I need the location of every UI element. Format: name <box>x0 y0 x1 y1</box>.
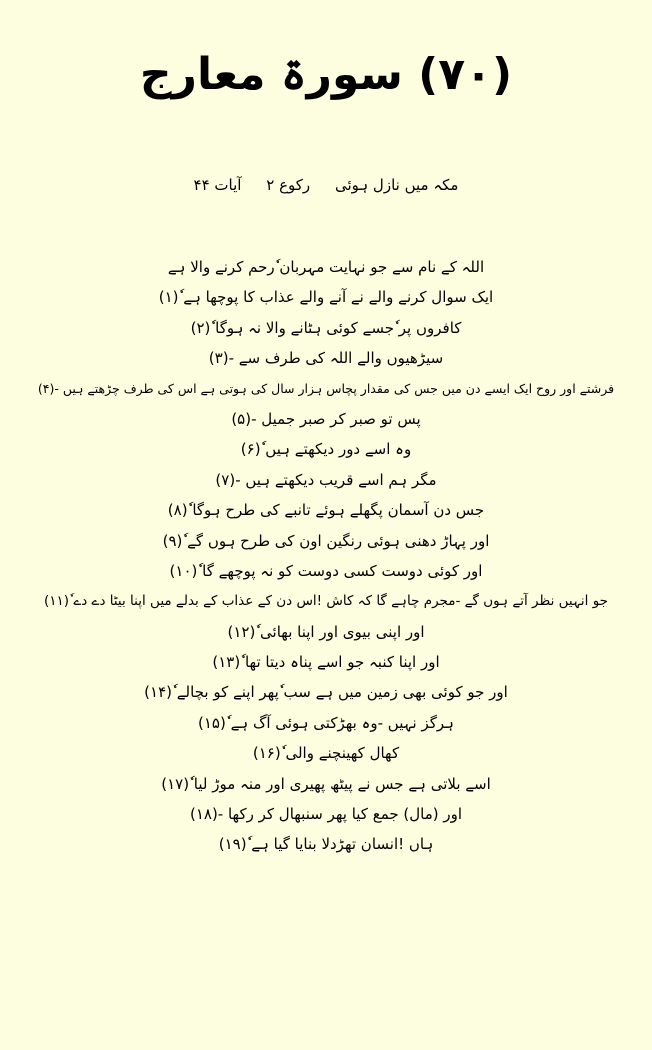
surah-title: (۷۰) سورۃ معارج <box>139 49 513 100</box>
verse-9: اور پہاڑ دھنی ہوئی رنگین اون کی طرح ہوں گے ٗ(۹) <box>162 531 490 550</box>
verse-2: کافروں پر ٗجسے کوئی ہٹانے والا نہ ہوگا ٗ(۲) <box>190 318 462 337</box>
verse-19: ہاں !انسان تھڑدلا بنایا گیا ہے ٗ(۱۹) <box>218 835 434 854</box>
verse-7: مگر ہم اسے قریب دیکھتے ہیں -(۷) <box>215 470 437 489</box>
verse-11: جو انہیں نظر آتے ہوں گے -مجرم چاہے گا کہ کاش !اس دن کے عذاب کے بدلے میں اپنا بیٹا دے دے ٗ(۱۱) <box>43 593 609 610</box>
verse-13: اور اپنا کنبہ جو اسے پناہ دیتا تھا ٗ(۱۳) <box>212 653 440 672</box>
verse-3: سیڑھیوں والے اللہ کی طرف سے -(۳) <box>208 349 444 368</box>
verse-18: اور (مال) جمع کیا پھر سنبھال کر رکھا -(۱۸) <box>189 805 463 824</box>
verse-4: فرشتے اور روح ایک ایسے دن میں جس کی مقدار پچاس ہزار سال کی ہوتی ہے اس کی طرف چڑھتے ہیں -(۴) <box>37 380 615 396</box>
ruku-count: رکوع ۲ <box>266 176 311 194</box>
verse-8: جس دن آسمان پگھلے ہوئے تانبے کی طرح ہوگا ٗ(۸) <box>167 501 485 520</box>
verse-10: اور کوئی دوست کسی دوست کو نہ پوچھے گا ٗ(۱۰) <box>169 561 483 580</box>
verse-1: ایک سوال کرنے والے نے آنے والے عذاب کا پوچھا ہے ٗ(۱) <box>158 288 494 307</box>
verse-6: وہ اسے دور دیکھتے ہیں ٗ(۶) <box>240 440 412 459</box>
revelation-place: مکہ میں نازل ہوئی <box>334 176 459 194</box>
bismillah: اللہ کے نام سے جو نہایت مہربان ٗرحم کرنے والا ہے <box>167 258 485 276</box>
verse-list <box>30 252 622 860</box>
verse-17: اسے بلاتی ہے جس نے پیٹھ پھیری اور منہ موڑ لیا ٗ(۱۷) <box>161 774 491 793</box>
ayat-count: آیات ۴۴ <box>193 176 242 194</box>
surah-meta <box>0 170 652 200</box>
verse-12: اور اپنی بیوی اور اپنا بھائی ٗ(۱۲) <box>227 622 425 641</box>
verse-5: پس تو صبر کر صبر جمیل -(۵) <box>231 409 421 428</box>
verse-15: ہرگز نہیں -وہ بھڑکتی ہوئی آگ ہے ٗ(۱۵) <box>198 713 454 732</box>
verse-16: کھال کھینچنے والی ٗ(۱۶) <box>252 744 400 763</box>
verse-14: اور جو کوئی بھی زمین میں ہے سب ٗپھر اپنے کو بچالے ٗ(۱۴) <box>144 683 508 702</box>
